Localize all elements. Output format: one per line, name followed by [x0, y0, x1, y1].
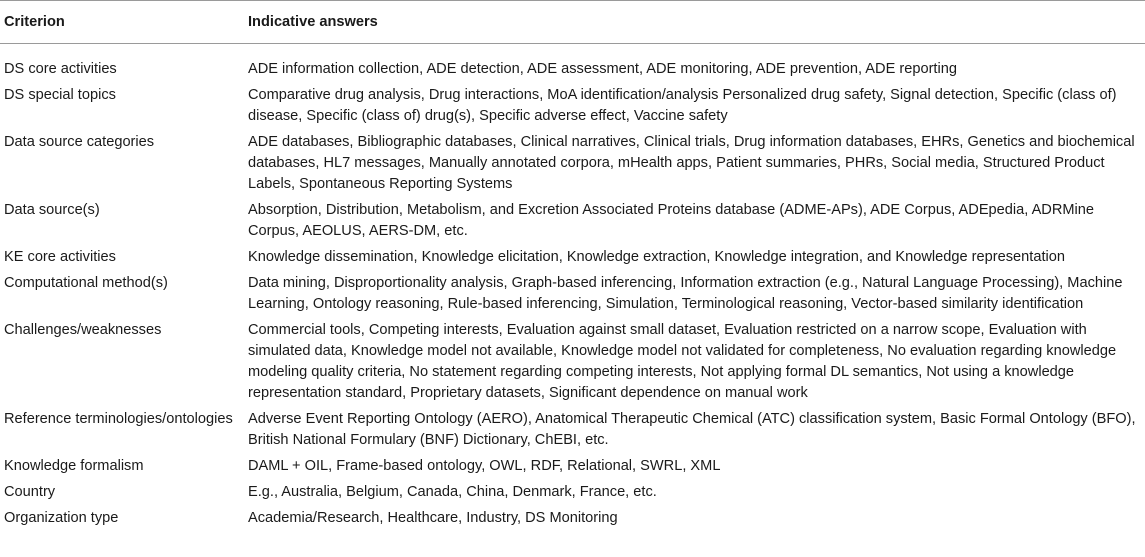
column-header-criterion: Criterion — [0, 1, 248, 44]
criterion-cell: DS core activities — [4, 61, 117, 77]
answer-cell: Knowledge dissemination, Knowledge elicitation, Knowledge extraction, Knowledge integration, and Knowledge representation — [248, 249, 1065, 265]
criterion-cell: Computational method(s) — [4, 275, 168, 291]
column-header-indicative-answers: Indicative answers — [248, 1, 1145, 44]
answer-cell: Comparative drug analysis, Drug interactions, MoA identification/analysis Personalized drug safety, Signal detection, Specific (class of) disease, Specific (class of) drug(s), Specific adverse effect, Vaccine safety — [248, 87, 1117, 124]
answer-cell: Commercial tools, Competing interests, Evaluation against small dataset, Evaluation restricted on a narrow scope, Evaluation with simulated data, Knowledge model not available, Knowledge model not validated for completeness, No evaluation regarding knowledge modeling quality criteria, No statement regarding competing interests, Not applying formal DL semantics, Not using a knowledge representation standard, Proprietary datasets, Significant dependence on manual work — [248, 322, 1117, 401]
criterion-cell: Knowledge formalism — [4, 458, 144, 474]
answer-cell: ADE information collection, ADE detection, ADE assessment, ADE monitoring, ADE prevention, ADE reporting — [248, 61, 957, 77]
answer-cell: Absorption, Distribution, Metabolism, and Excretion Associated Proteins database (ADME-APs), ADE Corpus, ADEpedia, ADRMine Corpus, AEOLUS, AERS-DM, etc. — [248, 202, 1095, 239]
table-header-row — [0, 1, 1145, 44]
criterion-cell: Country — [4, 484, 56, 500]
answer-cell: Adverse Event Reporting Ontology (AERO), Anatomical Therapeutic Chemical (ATC) classification system, Basic Formal Ontology (BFO), British National Formulary (BNF) Dictionary, ChEBI, etc. — [248, 411, 1136, 448]
criterion-cell: Reference terminologies/ontologies — [4, 411, 233, 427]
table-row — [0, 320, 1145, 409]
answer-cell: DAML + OIL, Frame-based ontology, OWL, RDF, Relational, SWRL, XML — [248, 458, 721, 474]
answer-cell: Academia/Research, Healthcare, Industry, DS Monitoring — [248, 510, 618, 526]
answer-cell: E.g., Australia, Belgium, Canada, China, Denmark, France, etc. — [248, 484, 657, 500]
criterion-cell: Data source(s) — [4, 202, 100, 218]
table-row — [0, 508, 1145, 529]
table-row — [0, 44, 1145, 86]
criterion-cell: Data source categories — [4, 134, 155, 150]
answer-cell: Data mining, Disproportionality analysis, Graph-based inferencing, Information extraction (e.g., Natural Language Processing), Machine Learning, Ontology reasoning, Rule-based inferencing, Simulation, Terminological reasoning, Vector-based similarity identification — [248, 275, 1123, 312]
table-row — [0, 85, 1145, 132]
table-row — [0, 247, 1145, 273]
criterion-cell: Challenges/weaknesses — [4, 322, 162, 338]
criterion-cell: DS special topics — [4, 87, 116, 103]
table-row — [0, 273, 1145, 320]
table-row — [0, 409, 1145, 456]
table-row — [0, 482, 1145, 508]
answer-cell: ADE databases, Bibliographic databases, Clinical narratives, Clinical trials, Drug information databases, EHRs, Genetics and biochemical databases, HL7 messages, Manually annotated corpora, mHealth apps, Patient summaries, PHRs, Social media, Structured Product Labels, Spontaneous Reporting Systems — [248, 134, 1135, 192]
table-row — [0, 200, 1145, 247]
table-row — [0, 456, 1145, 482]
table-row — [0, 132, 1145, 200]
criterion-cell: KE core activities — [4, 249, 116, 265]
criterion-cell: Organization type — [4, 510, 119, 526]
